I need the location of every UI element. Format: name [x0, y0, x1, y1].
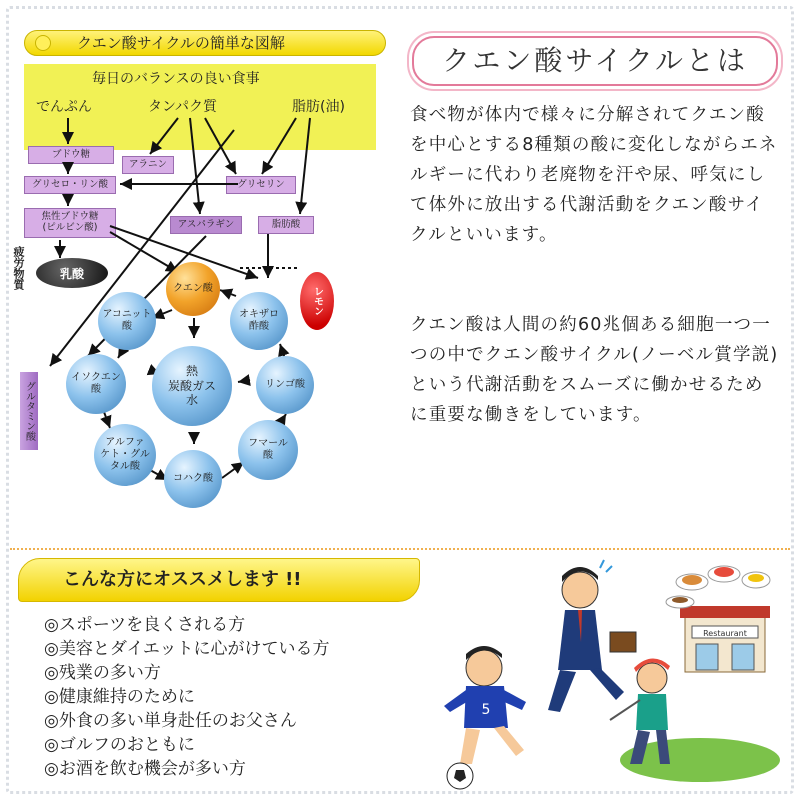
diagram-title: クエン酸サイクルの簡単な図解: [24, 30, 386, 56]
recommend-item: ◎健康維持のために: [44, 687, 195, 707]
box-fatty-acid: 脂肪酸: [258, 216, 314, 234]
golfer-figure: [610, 658, 670, 764]
recommend-item: ◎美容とダイエットに心がけている方: [44, 639, 330, 659]
node-citric-acid: クエン酸: [166, 262, 220, 316]
restaurant-icon: [680, 606, 770, 672]
box-alanine: アラニン: [122, 156, 174, 174]
lactic-acid: 乳酸: [36, 258, 108, 288]
node-alpha-ketoglutaric-acid: アルファ ケト・グル タル酸: [94, 424, 156, 486]
fatigue-label: 疲労物質: [12, 246, 25, 290]
recommend-item: ◎お酒を飲む機会が多い方: [44, 759, 246, 779]
box-glycerin: グリセリン: [226, 176, 296, 194]
about-paragraph-2: クエン酸は人間の約60兆個ある細胞一つ一つの中でクエン酸サイクル(ノーベル賞学説)という代謝活動をスムーズに働かせるために重要な働きをしています。: [410, 315, 779, 425]
node-fumaric-acid: フマール 酸: [238, 420, 298, 480]
diagram-header: 毎日のバランスの良い食事: [92, 71, 260, 87]
node-aconitic-acid: アコニット 酸: [98, 292, 156, 350]
food-protein: タンパク質: [148, 99, 218, 115]
box-pyruvic: 焦性ブドウ糖 (ピルビン酸): [24, 208, 116, 238]
box-glucose: ブドウ糖: [28, 146, 114, 164]
jersey-number: 5: [481, 702, 491, 718]
glutamine-bar: グルタミン酸: [20, 372, 38, 450]
businessman-figure: [548, 560, 636, 712]
node-malic-acid: リンゴ酸: [256, 356, 314, 414]
soccer-player-figure: [444, 646, 526, 764]
food-fat: 脂肪(油): [292, 99, 345, 115]
lemon: レモン: [300, 272, 334, 330]
about-title: クエン酸サイクルとは: [412, 36, 778, 86]
recommend-item: ◎スポーツを良くされる方: [44, 615, 246, 635]
node-succinic-acid: コハク酸: [164, 450, 222, 508]
illustration: [430, 550, 790, 790]
soccer-ball-icon: [447, 763, 473, 789]
recommend-title: こんな方にオススメします !!: [18, 558, 420, 602]
node-heat-co2-water: 熱 炭酸ガス 水: [152, 346, 232, 426]
node-oxaloacetic-acid: オキザロ 酢酸: [230, 292, 288, 350]
box-glycerophosphate: グリセロ・リン酸: [24, 176, 116, 194]
restaurant-sign: Restaurant: [703, 629, 747, 638]
box-asparagine: アスパラギン: [170, 216, 242, 234]
recommend-list: [44, 613, 329, 781]
about-paragraph-1: 食べ物が体内で様々に分解されてクエン酸を中心とする8種類の酸に変化しながらエネルギーに代わり老廃物を汗や尿、呼気にして体外に放出する代謝活動をクエン酸サイクルといいます。: [410, 105, 778, 245]
recommend-item: ◎ゴルフのおともに: [44, 735, 195, 755]
recommend-item: ◎残業の多い方: [44, 663, 161, 683]
recommend-item: ◎外食の多い単身赴任のお父さん: [44, 711, 297, 731]
food-starch: でんぷん: [36, 99, 92, 115]
node-isocitric-acid: イソクエン 酸: [66, 354, 126, 414]
food-plates-icon: [666, 566, 770, 608]
